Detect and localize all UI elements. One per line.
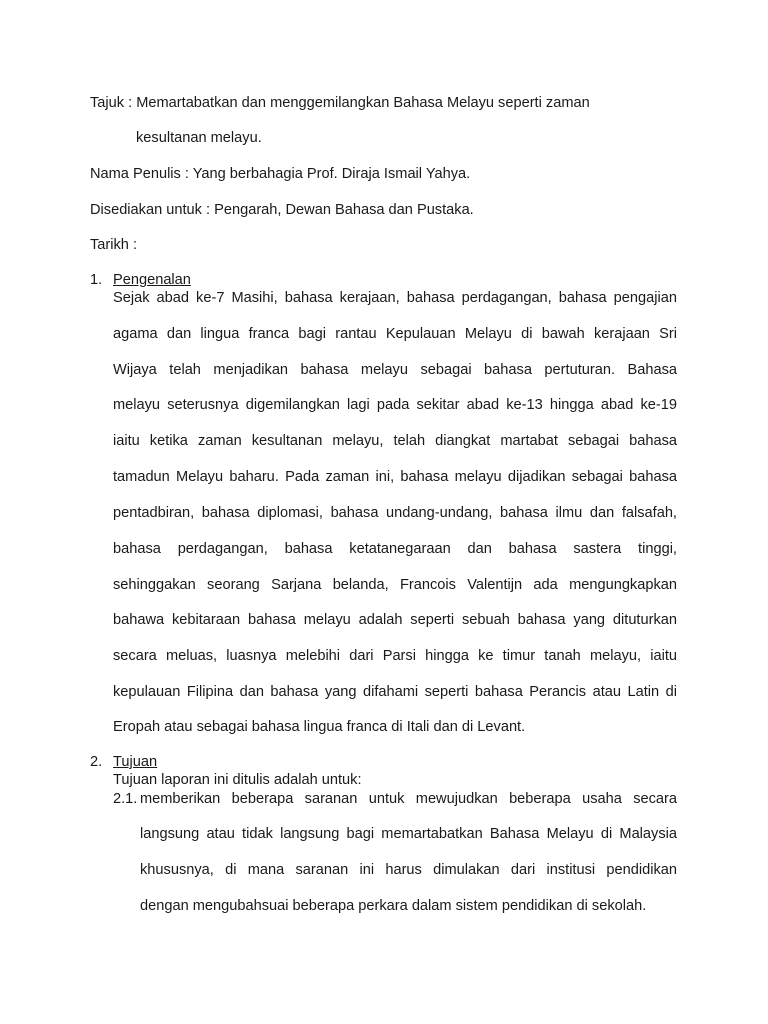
section-1-line: Eropah atau sebagai bahasa lingua franca di Itali dan di Levant. bbox=[113, 719, 526, 735]
section-1-line: sehinggakan seorang Sarjana belanda, Francois Valentijn ada mengungkapkan bbox=[113, 577, 677, 593]
section-1-line: Wijaya telah menjadikan bahasa melayu sebagai bahasa pertuturan. Bahasa bbox=[113, 362, 677, 378]
prepared-for-line: Disediakan untuk : Pengarah, Dewan Bahasa dan Pustaka. bbox=[90, 202, 474, 218]
section-1-line: melayu seterusnya digemilangkan lagi pada sekitar abad ke-13 hingga abad ke-19 bbox=[113, 397, 677, 413]
section-1-line: tamadun Melayu baharu. Pada zaman ini, bahasa melayu dijadikan sebagai bahasa bbox=[113, 469, 677, 485]
title-line-1: Tajuk : Memartabatkan dan menggemilangkan Bahasa Melayu seperti zaman bbox=[90, 95, 590, 111]
section-1-line: pentadbiran, bahasa diplomasi, bahasa undang-undang, bahasa ilmu dan falsafah, bbox=[113, 505, 677, 521]
section-2-intro: Tujuan laporan ini ditulis adalah untuk: bbox=[113, 772, 362, 788]
author-line: Nama Penulis : Yang berbahagia Prof. Diraja Ismail Yahya. bbox=[90, 166, 471, 182]
title-line-2: kesultanan melayu. bbox=[136, 130, 262, 146]
date-line: Tarikh : bbox=[90, 237, 138, 253]
section-1-line: secara meluas, luasnya melebihi dari Parsi hingga ke timur tanah melayu, iaitu bbox=[113, 648, 677, 664]
section-1-line: Sejak abad ke-7 Masihi, bahasa kerajaan, bahasa perdagangan, bahasa pengajian bbox=[113, 290, 677, 306]
subsection-2-1-line: memberikan beberapa saranan untuk mewujudkan beberapa usaha secara bbox=[140, 791, 677, 807]
section-1-line: agama dan lingua franca bagi rantau Kepulauan Melayu di bawah kerajaan Sri bbox=[113, 326, 677, 342]
subsection-2-1-line: langsung atau tidak langsung bagi memartabatkan Bahasa Melayu di Malaysia bbox=[140, 826, 677, 842]
section-1-number: 1. bbox=[90, 272, 103, 288]
section-2-number: 2. bbox=[90, 754, 103, 770]
subsection-2-1-line: khususnya, di mana saranan ini harus dimulakan dari institusi pendidikan bbox=[140, 862, 677, 878]
subsection-2-1-line: dengan mengubahsuai beberapa perkara dalam sistem pendidikan di sekolah. bbox=[140, 898, 647, 914]
section-2-heading: Tujuan bbox=[113, 754, 158, 770]
section-1-line: kepulauan Filipina dan bahasa yang difahami seperti bahasa Perancis atau Latin di bbox=[113, 684, 677, 700]
section-1-line: bahawa kebitaraan bahasa melayu adalah seperti sebuah bahasa yang dituturkan bbox=[113, 612, 677, 628]
subsection-2-1-number: 2.1. bbox=[113, 791, 138, 807]
section-1-line: bahasa perdagangan, bahasa ketatanegaraan dan bahasa sastera tinggi, bbox=[113, 541, 677, 557]
section-1-heading: Pengenalan bbox=[113, 272, 191, 288]
section-1-line: iaitu ketika zaman kesultanan melayu, telah diangkat martabat sebagai bahasa bbox=[113, 433, 677, 449]
